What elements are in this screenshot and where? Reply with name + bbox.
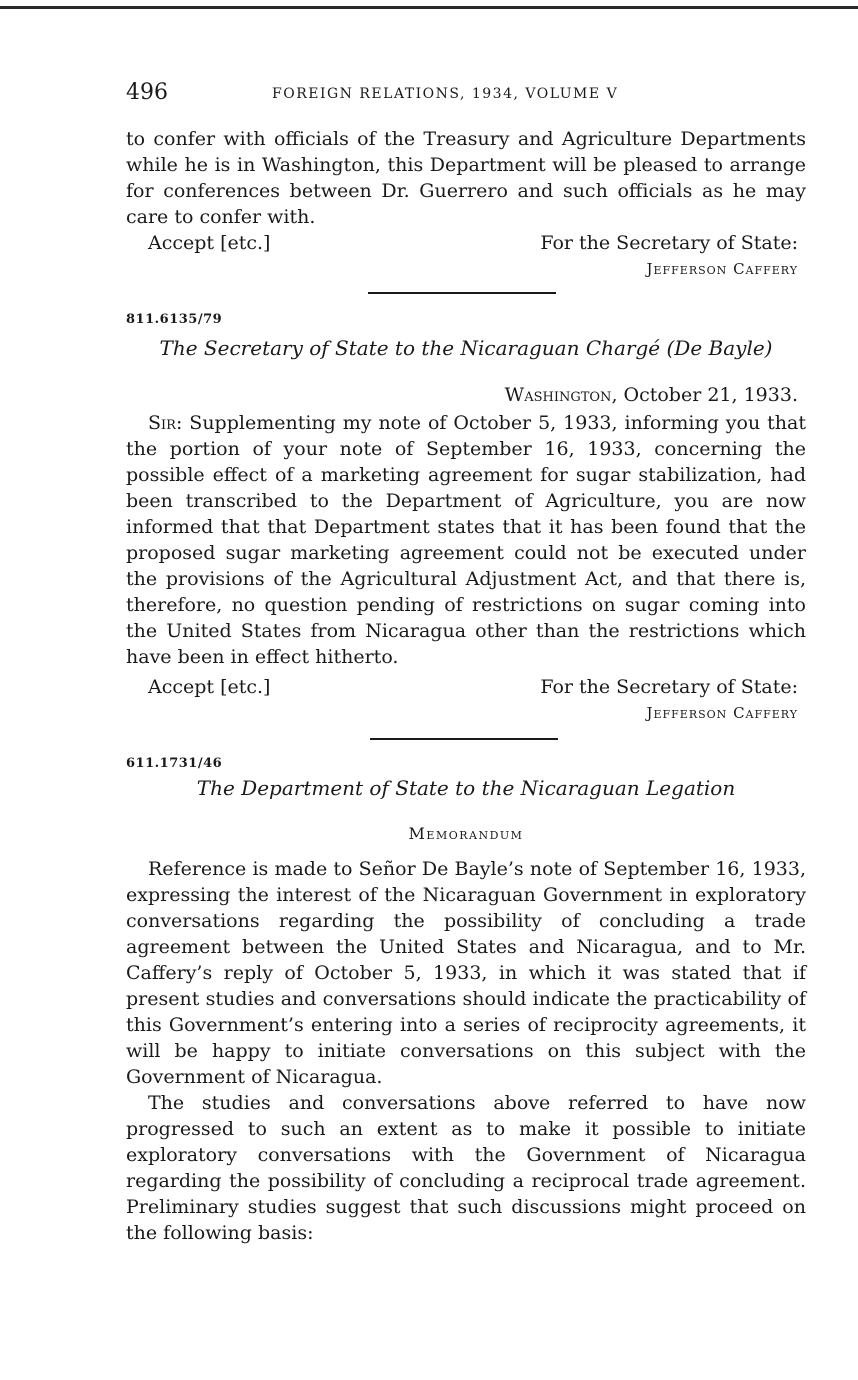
dateline-place: Washington <box>504 384 612 406</box>
dateline-1 <box>505 382 798 408</box>
letter-body-1 <box>126 410 806 670</box>
dateline-date: , October 21, 1933. <box>611 384 798 406</box>
letter-body-text: : Supplementing my note of October 5, 1933, informing you that the portion of your note of September 16, 1933, concerning the possible effect of a marketing agreement for sugar stabilization, had been transcribed to the Department of Agriculture, you are now informed that that Department states that it has been found that the proposed sugar marketing agreement could not be executed under the provisions of the Agricultural Adjustment Act, and that there is, therefore, no question pending of restrictions on sugar coming into the United States from Nicaragua other than the restrictions which have been in effect hitherto. <box>126 412 806 668</box>
closing-row-1 <box>126 230 806 256</box>
signature-2: Jefferson Caffery <box>646 704 798 722</box>
top-border-rule <box>0 6 858 9</box>
page-number: 496 <box>126 80 168 105</box>
continuation-text: to confer with officials of the Treasury and Agriculture Departments while he is in Washington, this Department will be pleased to arrange for conferences between Dr. Guerrero and such officials as he may care to confer with. <box>126 128 806 228</box>
accept-text-1: Accept [etc.] <box>148 232 271 254</box>
running-head: FOREIGN RELATIONS, 1934, VOLUME V <box>272 86 619 102</box>
file-number-1: 811.6135/79 <box>126 312 223 327</box>
for-secretary-2: For the Secretary of State: <box>540 676 798 698</box>
document-title-1: The Secretary of State to the Nicaraguan Chargé (De Bayle) <box>159 336 773 360</box>
signature-1: Jefferson Caffery <box>646 260 798 278</box>
memo-paragraph-2: The studies and conversations above referred to have now progressed to such an extent as to make it possible to initiate exploratory conversations with the Government of Nicaragua regarding the possibility of concluding a reciprocal trade agreement. Preliminary studies suggest that such discussions might proceed on the following basis: <box>126 1092 806 1244</box>
document-title-2: The Department of State to the Nicaraguan Legation <box>196 776 736 800</box>
closing-row-2 <box>126 674 806 700</box>
letter-paragraph <box>126 410 806 670</box>
continuation-paragraph <box>126 126 806 230</box>
memorandum-heading: Memorandum <box>408 824 524 843</box>
memorandum-body <box>126 856 806 1246</box>
salutation: Sir <box>148 412 176 434</box>
section-divider-2 <box>370 738 558 740</box>
section-divider-1 <box>368 292 556 294</box>
memo-paragraph-1: Reference is made to Señor De Bayle’s note of September 16, 1933, expressing the interest of the Nicaraguan Government in exploratory conversations regarding the possibility of concluding a trade agreement between the United States and Nicaragua, and to Mr. Caffery’s reply of October 5, 1933, in which it was stated that if present studies and conversations should indicate the practicability of this Government’s entering into a series of reciprocity agreements, it will be happy to initiate conversations on this subject with the Government of Nicaragua. <box>126 858 806 1088</box>
page-header <box>126 80 806 110</box>
for-secretary-1: For the Secretary of State: <box>540 232 798 254</box>
file-number-2: 611.1731/46 <box>126 756 223 771</box>
accept-text-2: Accept [etc.] <box>148 676 271 698</box>
